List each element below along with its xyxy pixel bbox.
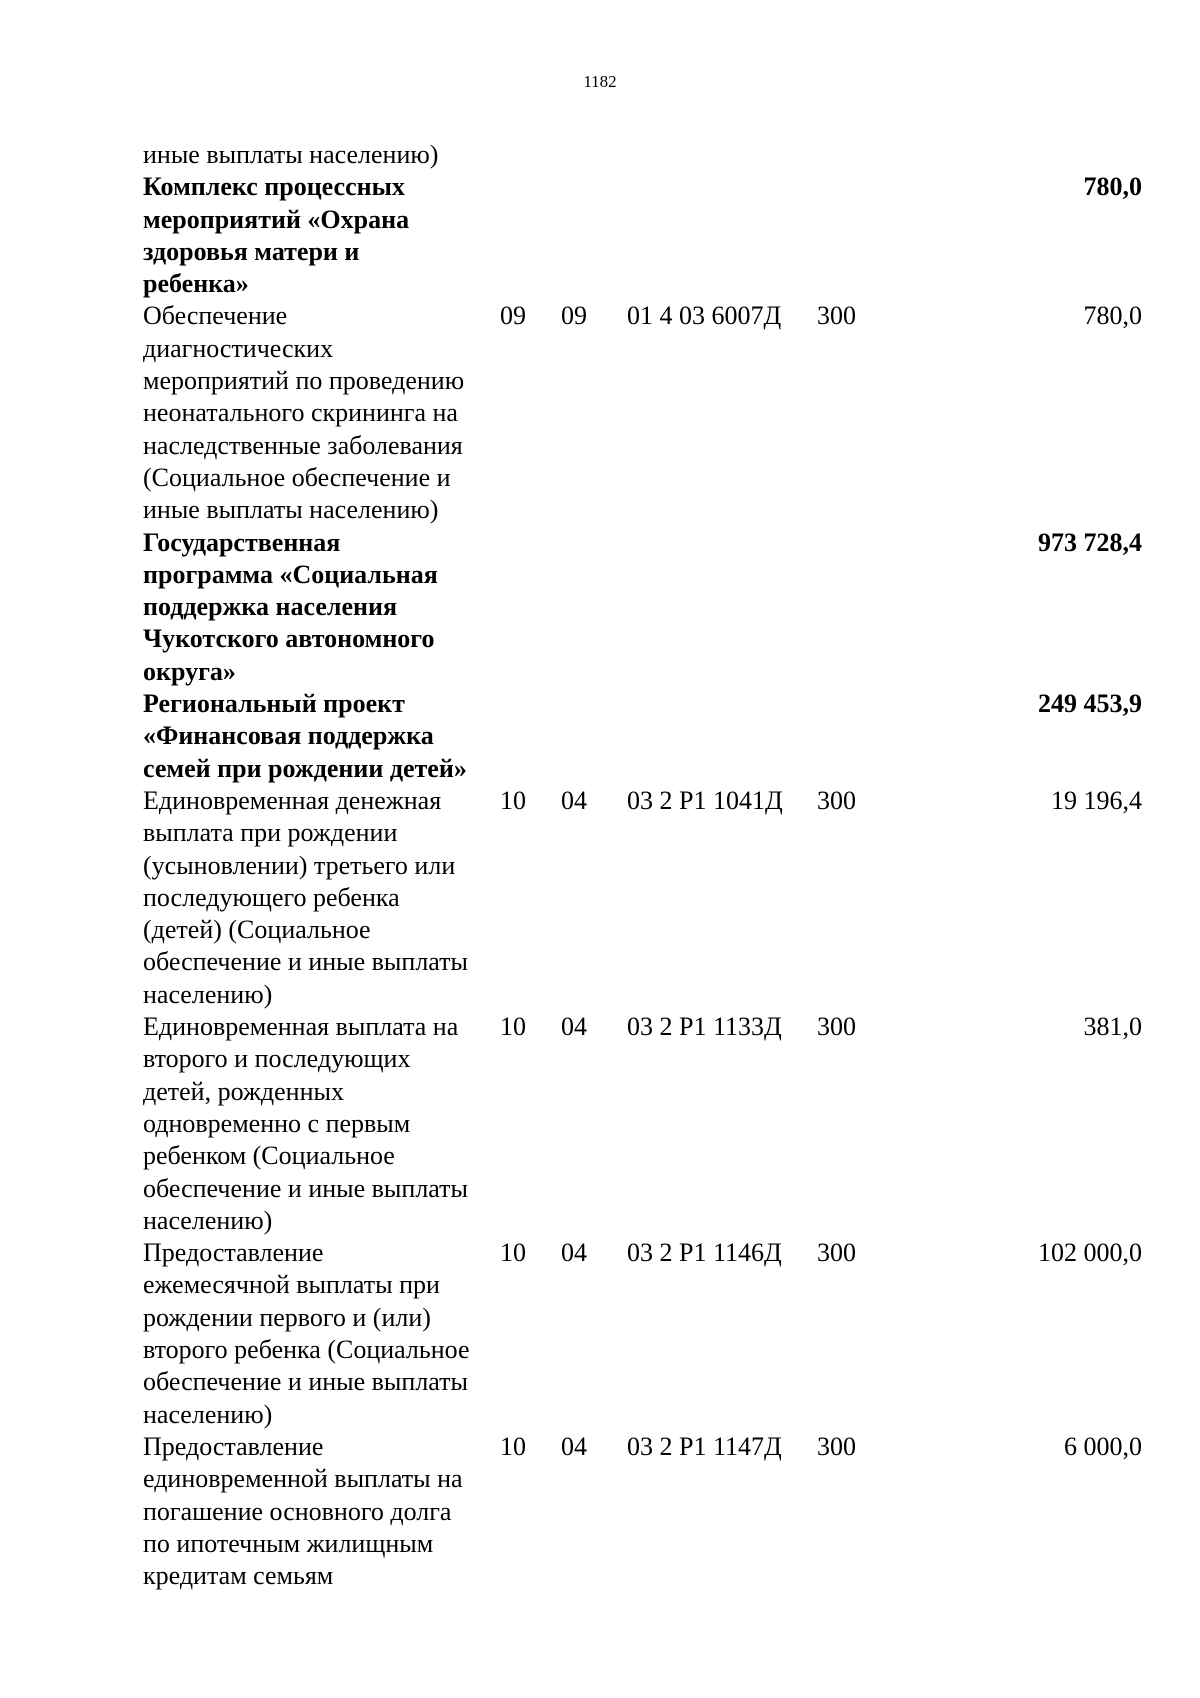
row-target-article-code: 03 2 Р1 1146Д bbox=[627, 1238, 782, 1268]
table-row bbox=[0, 527, 1200, 689]
row-subsection-code: 04 bbox=[561, 785, 587, 815]
row-name: Государственная программа «Социальная поддержка населения Чукотского автономного округа» bbox=[143, 527, 438, 686]
row-subsection-code: 04 bbox=[561, 1238, 587, 1268]
row-amount: 249 453,9 bbox=[1038, 689, 1142, 719]
table-row bbox=[0, 1237, 1200, 1431]
table-row bbox=[0, 171, 1200, 300]
row-amount: 780,0 bbox=[1083, 172, 1142, 202]
row-section-code: 10 bbox=[500, 1012, 526, 1042]
row-section-code: 10 bbox=[500, 1431, 526, 1461]
table-row bbox=[0, 1011, 1200, 1237]
row-target-article-code: 03 2 Р1 1041Д bbox=[627, 785, 783, 815]
row-section-code: 10 bbox=[500, 785, 526, 815]
row-name: Обеспечение диагностических мероприятий по проведению неонатального скрининга на наследственные заболевания (Социальное обеспечение и иные выплаты населению) bbox=[143, 301, 465, 525]
row-name: Комплекс процессных мероприятий «Охрана здоровья матери и ребенка» bbox=[143, 172, 410, 299]
table-row bbox=[0, 139, 1200, 171]
table-row bbox=[0, 785, 1200, 1011]
page-number: 1182 bbox=[583, 72, 617, 91]
row-subsection-code: 04 bbox=[561, 1431, 587, 1461]
table-row bbox=[0, 688, 1200, 785]
row-section-code: 10 bbox=[500, 1238, 526, 1268]
row-amount: 19 196,4 bbox=[1051, 785, 1142, 815]
budget-table bbox=[0, 139, 1200, 1592]
row-expense-type-code: 300 bbox=[817, 1431, 856, 1461]
row-name: Региональный проект «Финансовая поддержка семей при рождении детей» bbox=[143, 689, 467, 783]
row-subsection-code: 04 bbox=[561, 1012, 587, 1042]
row-amount: 6 000,0 bbox=[1064, 1431, 1142, 1461]
row-name: Предоставление ежемесячной выплаты при рождении первого и (или) второго ребенка (Социальное обеспечение и иные выплаты населению) bbox=[143, 1238, 470, 1429]
row-name: Предоставление единовременной выплаты на погашение основного долга по ипотечным жилищным кредитам семьям bbox=[143, 1431, 463, 1591]
row-name: иные выплаты населению) bbox=[143, 140, 439, 169]
row-target-article-code: 03 2 Р1 1147Д bbox=[627, 1431, 782, 1461]
table-row bbox=[0, 1431, 1200, 1593]
row-section-code: 09 bbox=[500, 301, 526, 331]
row-target-article-code: 01 4 03 6007Д bbox=[627, 301, 782, 331]
row-expense-type-code: 300 bbox=[817, 301, 856, 331]
row-expense-type-code: 300 bbox=[817, 1012, 856, 1042]
row-name: Единовременная денежная выплата при рождении (усыновлении) третьего или последующего ребенка (детей) (Социальное обеспечение и иные выплаты населению) bbox=[143, 785, 468, 1009]
row-amount: 780,0 bbox=[1083, 301, 1142, 331]
row-subsection-code: 09 bbox=[561, 301, 587, 331]
row-amount: 102 000,0 bbox=[1038, 1238, 1142, 1268]
table-row bbox=[0, 300, 1200, 526]
row-amount: 381,0 bbox=[1083, 1012, 1142, 1042]
row-name: Единовременная выплата на второго и последующих детей, рожденных одновременно с первым ребенком (Социальное обеспечение и иные выплаты населению) bbox=[143, 1012, 468, 1235]
row-amount: 973 728,4 bbox=[1038, 527, 1142, 557]
row-expense-type-code: 300 bbox=[817, 1238, 856, 1268]
row-target-article-code: 03 2 Р1 1133Д bbox=[627, 1012, 782, 1042]
row-expense-type-code: 300 bbox=[817, 785, 856, 815]
